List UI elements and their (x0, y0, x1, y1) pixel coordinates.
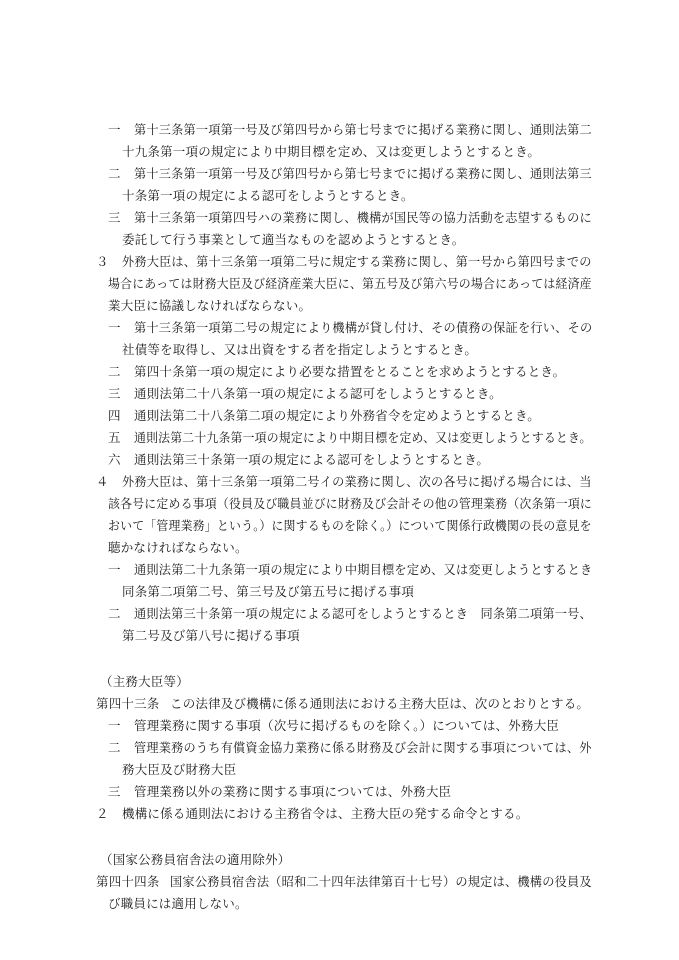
article-text: 国家公務員宿舎法（昭和二十四年法律第百十七号）の規定は、機構の役員及 (170, 874, 592, 889)
item-text: 第十三条第一項第四号ハの業務に関し、機構が国民等の協力活動を志望するものに (134, 210, 592, 225)
item-text: 第十三条第一項第一号及び第四号から第七号までに掲げる業務に関し、通則法第三 (134, 166, 592, 181)
paragraph-text: 機構に係る通則法における主務省令は、主務大臣の発する命令とする。 (122, 806, 529, 821)
paragraph-number: ４ (96, 474, 109, 489)
item-number: 一 (108, 320, 121, 335)
item-text: 第十三条第一項第二号の規定により機構が貸し付け、その債務の保証を行い、その (134, 320, 593, 335)
item-text: 第四十条第一項の規定により必要な措置をとることを求めようとするとき。 (134, 364, 566, 379)
paragraph-text: 業大臣に協議しなければならない。 (108, 298, 312, 313)
article-heading: 第四十四条 (96, 874, 160, 889)
item-text: 十条第一項の規定による認可をしようとするとき。 (122, 188, 414, 203)
item-text: 委託して行う事業として適当なものを認めようとするとき。 (122, 232, 465, 247)
paragraph-text: 聴かなければならない。 (108, 540, 248, 555)
item-number: 二 (108, 166, 121, 181)
item-text: 通則法第二十八条第二項の規定により外務省令を定めようとするとき。 (134, 408, 540, 423)
item-text: 十九条第一項の規定により中期目標を定め、又は変更しようとするとき。 (122, 144, 541, 159)
item-number: 三 (108, 386, 121, 401)
item-text: 通則法第二十九条第一項の規定により中期目標を定め、又は変更しようとするとき (134, 562, 593, 577)
item-text: 管理業務以外の業務に関する事項については、外務大臣 (134, 784, 452, 799)
item-text: 通則法第二十九条第一項の規定により中期目標を定め、又は変更しようとするとき。 (134, 430, 592, 445)
item-number: 六 (108, 452, 121, 467)
paragraph-number: ３ (96, 254, 109, 269)
item-text: 通則法第三十条第一項の規定による認可をしようとするとき 同条第二項第一号、 (134, 606, 592, 621)
item-text: 第十三条第一項第一号及び第四号から第七号までに掲げる業務に関し、通則法第二 (134, 122, 592, 137)
article-caption: （国家公務員宿舎法の適用除外） (100, 852, 291, 867)
item-number: 二 (108, 740, 121, 755)
item-number: 二 (108, 364, 121, 379)
paragraph-text: 該各号に定める事項（役員及び職員並びに財務及び会計その他の管理業務（次条第一項に (108, 496, 593, 511)
paragraph-text: おいて「管理業務」という。）に関するものを除く。）について関係行政機関の長の意見を (108, 518, 592, 533)
item-text: 社債等を取得し、又は出資をする者を指定しようとするとき。 (122, 342, 478, 357)
item-text: 同条第二項第二号、第三号及び第五号に掲げる事項 (122, 584, 415, 599)
item-text: 通則法第二十八条第一項の規定による認可をしようとするとき。 (134, 386, 502, 401)
item-text: 務大臣及び財務大臣 (122, 762, 237, 777)
item-text: 通則法第三十条第一項の規定による認可をしようとするとき。 (134, 452, 490, 467)
item-text: 管理業務のうち有償資金協力業務に係る財務及び会計に関する事項については、外 (134, 740, 592, 755)
article-text: この法律及び機構に係る通則法における主務大臣は、次のとおりとする。 (170, 696, 590, 711)
item-number: 一 (108, 122, 121, 137)
paragraph-text: 外務大臣は、第十三条第一項第二号に規定する業務に関し、第一号から第四号までの (122, 254, 592, 269)
article-caption: （主務大臣等） (100, 674, 189, 689)
article-heading: 第四十三条 (96, 696, 160, 711)
item-number: 三 (108, 210, 121, 225)
item-number: 五 (108, 430, 121, 445)
item-number: 一 (108, 718, 121, 733)
item-number: 四 (108, 408, 121, 423)
item-text: 管理業務に関する事項（次号に掲げるものを除く。）については、外務大臣 (134, 718, 560, 733)
paragraph-text: 外務大臣は、第十三条第一項第二号イの業務に関し、次の各号に掲げる場合には、当 (122, 474, 592, 489)
paragraph-number: ２ (96, 806, 109, 821)
item-number: 三 (108, 784, 121, 799)
item-number: 二 (108, 606, 121, 621)
article-text: び職員には適用しない。 (108, 896, 248, 911)
item-text: 第二号及び第八号に掲げる事項 (122, 628, 300, 643)
item-number: 一 (108, 562, 121, 577)
paragraph-text: 場合にあっては財務大臣及び経済産業大臣に、第五号及び第六号の場合にあっては経済産 (108, 276, 592, 291)
